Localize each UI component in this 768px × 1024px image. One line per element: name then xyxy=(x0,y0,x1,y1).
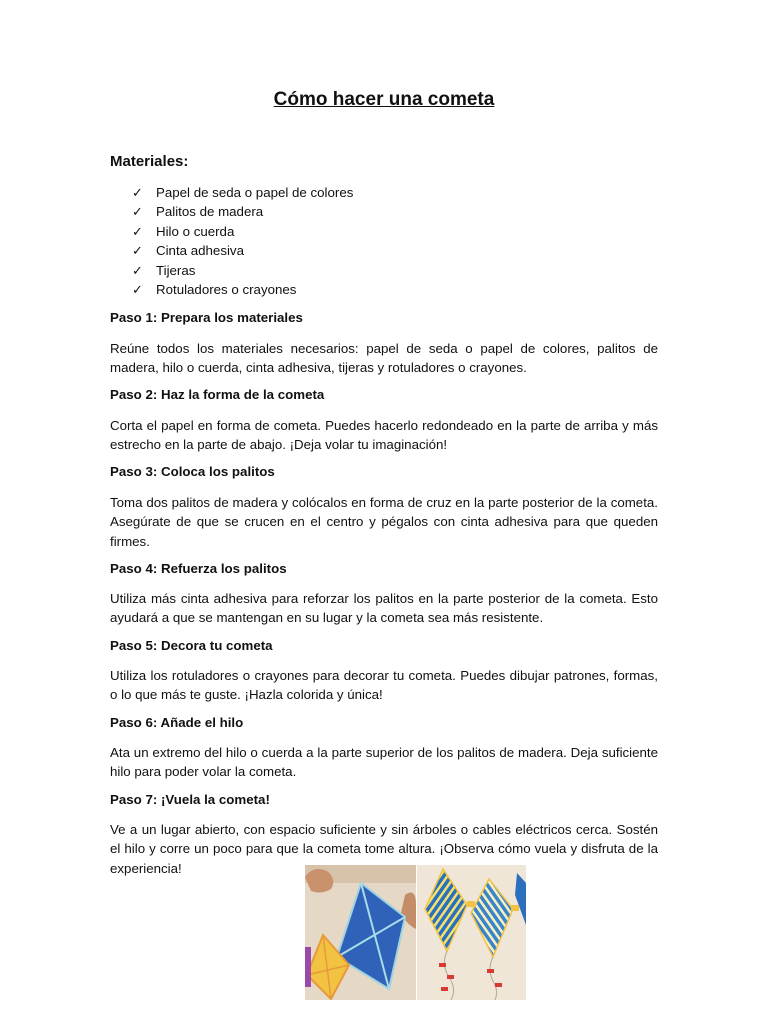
step-3-body: Toma dos palitos de madera y colócalos en forma de cruz en la parte posterior de la cometa. Asegúrate de que se crucen en el centro y pégalos con cinta adhesiva para que queden firmes. xyxy=(110,495,658,549)
checkmark-icon: ✓ xyxy=(132,223,143,239)
material-item xyxy=(132,261,353,280)
step-2-title: Paso 2: Haz la forma de la cometa xyxy=(110,387,325,402)
material-label: Palitos de madera xyxy=(156,204,264,220)
step-6-body: Ata un extremo del hilo o cuerda a la parte superior de los palitos de madera. Deja suficiente hilo para poder volar la cometa. xyxy=(110,745,658,780)
striped-kites-image xyxy=(417,865,526,1000)
material-item xyxy=(132,280,353,299)
step-4-body: Utiliza más cinta adhesiva para reforzar los palitos en la parte posterior de la cometa. Esto ayudará a que se mantengan en su lugar y la cometa sea más resistente. xyxy=(110,591,658,626)
kite-photos xyxy=(305,865,526,1000)
blue-kite-image xyxy=(305,865,416,1000)
checkmark-icon: ✓ xyxy=(132,204,143,220)
kite-photo-left xyxy=(305,865,416,1000)
checkmark-icon: ✓ xyxy=(132,281,143,297)
step-1-body: Reúne todos los materiales necesarios: papel de seda o papel de colores, palitos de madera, hilo o cuerda, cinta adhesiva, tijeras y rotuladores o crayones. xyxy=(110,341,658,376)
step-7-title: Paso 7: ¡Vuela la cometa! xyxy=(110,792,270,807)
step-5-body: Utiliza los rotuladores o crayones para decorar tu cometa. Puedes dibujar patrones, formas, o lo que más te guste. ¡Hazla colorida y única! xyxy=(110,668,658,703)
checkmark-icon: ✓ xyxy=(132,243,143,259)
materials-heading: Materiales: xyxy=(110,153,189,170)
document-title: Cómo hacer una cometa xyxy=(273,89,495,110)
material-label: Papel de seda o papel de colores xyxy=(156,185,354,200)
step-4-title: Paso 4: Refuerza los palitos xyxy=(110,561,287,576)
step-2-body: Corta el papel en forma de cometa. Puedes hacerlo redondeado en la parte de arriba y más estrecho en la parte de abajo. ¡Deja volar tu imaginación! xyxy=(110,418,658,453)
material-item xyxy=(132,222,353,241)
material-item xyxy=(132,202,353,221)
material-item xyxy=(132,183,353,202)
material-label: Rotuladores o crayones xyxy=(156,281,297,297)
materials-list xyxy=(132,183,353,299)
material-label: Hilo o cuerda xyxy=(156,223,235,239)
material-label: Cinta adhesiva xyxy=(156,243,244,259)
material-label: Tijeras xyxy=(156,262,196,278)
step-7-body: Ve a un lugar abierto, con espacio suficiente y sin árboles o cables eléctricos cerca. Sostén el hilo y corre un poco para que la cometa tome altura. ¡Observa cómo vuela y disfruta de la experiencia! xyxy=(110,822,658,876)
kite-photo-right xyxy=(417,865,526,1000)
step-6-title: Paso 6: Añade el hilo xyxy=(110,715,244,730)
step-3-title: Paso 3: Coloca los palitos xyxy=(110,464,275,479)
checkmark-icon: ✓ xyxy=(132,262,143,278)
step-5-title: Paso 5: Decora tu cometa xyxy=(110,638,273,653)
step-1-title: Paso 1: Prepara los materiales xyxy=(110,310,303,325)
material-item xyxy=(132,241,353,260)
checkmark-icon: ✓ xyxy=(132,185,143,200)
